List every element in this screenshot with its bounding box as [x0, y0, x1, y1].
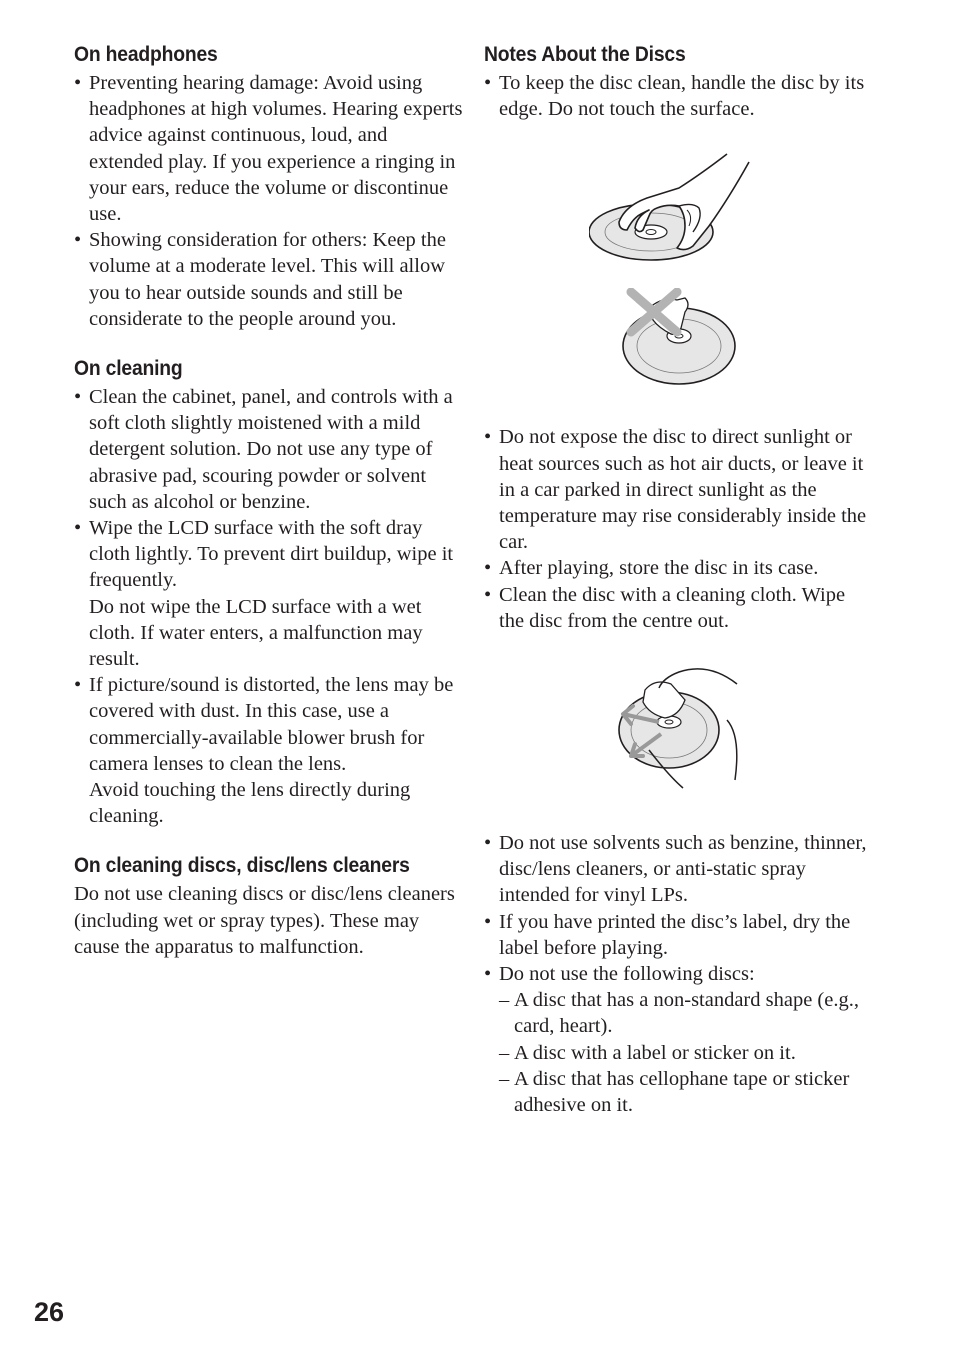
cleaning-list	[74, 384, 464, 829]
list-item	[74, 672, 464, 829]
section-cleaning	[74, 354, 464, 829]
sub-list-item: – A disc that has cellophane tape or sticker adhesive on it.	[499, 1066, 874, 1118]
headphones-list	[74, 70, 464, 332]
section-cleaners	[74, 851, 464, 960]
list-item: • Preventing hearing damage: Avoid using headphones at high volumes. Hearing experts advice against continuous, loud, and extended play. If you experience a ringing in your ears, reduce the volume or discontinue use.	[74, 70, 464, 227]
disc-notes-list-bottom	[484, 830, 874, 1118]
unusable-discs-list	[499, 987, 874, 1118]
list-item: • Do not use solvents such as benzine, thinner, disc/lens cleaners, or anti-static spray intended for vinyl LPs.	[484, 830, 874, 909]
list-item-text: • Do not use the following discs:	[499, 963, 755, 986]
heading-headphones: On headphones	[74, 43, 218, 66]
list-item	[74, 384, 464, 515]
list-item: • Showing consideration for others: Keep the volume at a moderate level. This will allow you to hear outside sounds and still be considerate to the people around you.	[74, 227, 464, 332]
sub-list-item: – A disc with a label or sticker on it.	[499, 1040, 874, 1066]
list-item	[74, 515, 464, 672]
list-item: • Do not expose the disc to direct sunlight or heat sources such as hot air ducts, or leave it in a car parked in direct sunlight as the temperature may rise considerably inside the car.	[484, 424, 874, 555]
sub-list-item: – A disc that has a non-standard shape (e.g., card, heart).	[499, 987, 874, 1039]
list-item: • Clean the disc with a cleaning cloth. Wipe the disc from the centre out.	[484, 582, 874, 634]
list-item-text: • Wipe the LCD surface with the soft dray cloth lightly. To prevent dirt buildup, wipe it frequently.	[89, 517, 454, 592]
section-headphones	[74, 40, 464, 332]
list-item: • If you have printed the disc’s label, dry the label before playing.	[484, 909, 874, 961]
disc-touched-surface-wrong-icon	[619, 288, 739, 388]
right-column	[484, 40, 874, 1118]
heading-cleaners: On cleaning discs, disc/lens cleaners	[74, 854, 410, 878]
list-item: • To keep the disc clean, handle the disc by its edge. Do not touch the surface.	[484, 70, 874, 122]
disc-wiped-with-cloth-icon	[609, 660, 749, 800]
disc-notes-list-top	[484, 70, 874, 122]
page-number: 26	[34, 1297, 65, 1327]
disc-notes-list-mid	[484, 424, 874, 634]
list-item	[484, 961, 874, 1118]
list-item-text: • If picture/sound is distorted, the lens may be covered with dust. In this case, use a commercially-available blower brush for camera lenses to clean the lens.	[89, 674, 454, 775]
heading-cleaning: On cleaning	[74, 357, 183, 381]
list-item-text: Clean the cabinet, panel, and controls with a soft cloth slightly moistened with a mild detergent solution. Do not use any type of abrasive pad, scouring powder or solvent such as alcohol or benzine.	[89, 386, 453, 513]
list-item-note: Do not wipe the LCD surface with a wet cloth. If water enters, a malfunction may result.	[89, 595, 423, 671]
left-column	[74, 40, 464, 960]
list-item: • After playing, store the disc in its case.	[484, 555, 874, 581]
list-item-note: Avoid touching the lens directly during cleaning.	[89, 779, 411, 828]
heading-notes-discs: Notes About the Discs	[484, 43, 686, 66]
disc-held-by-edge-icon	[589, 144, 769, 274]
cleaners-paragraph: Do not use cleaning discs or disc/lens cleaners (including wet or spray types). These may cause the apparatus to malfunction.	[74, 883, 455, 958]
